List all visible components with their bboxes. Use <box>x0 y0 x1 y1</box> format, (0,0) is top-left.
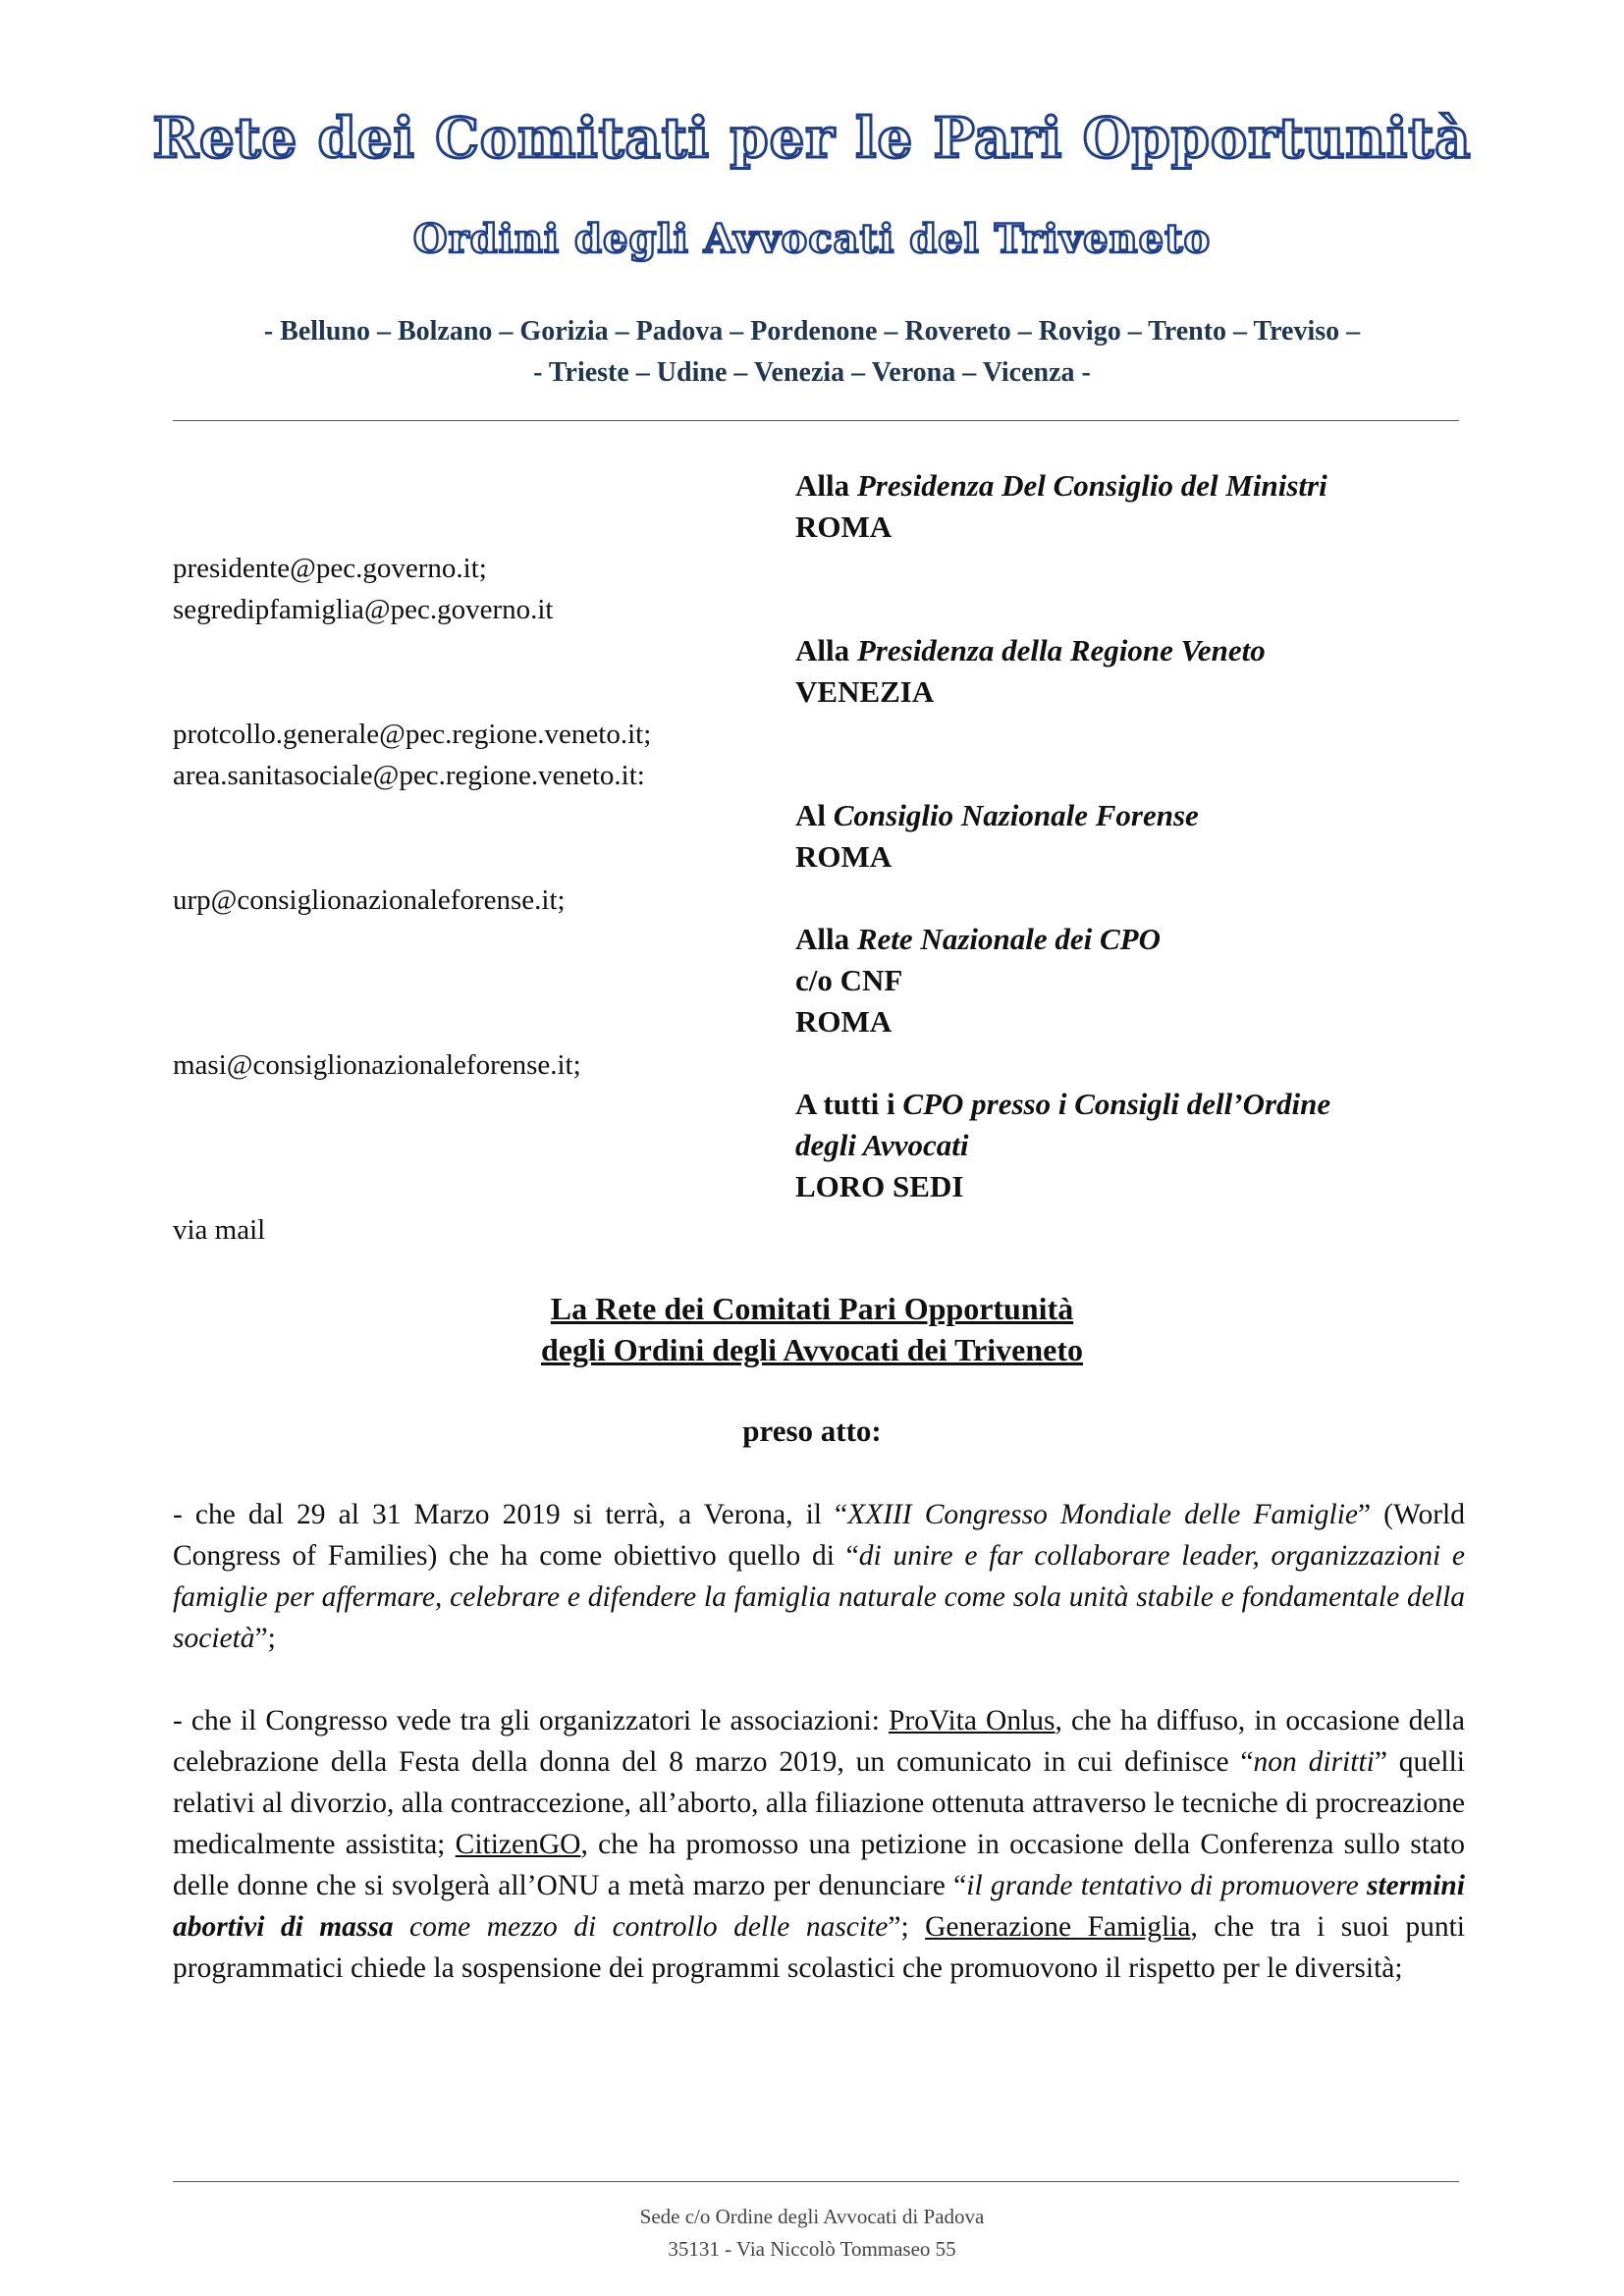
paragraph-organizzatori: - che il Congresso vede tra gli organizzatori le associazioni: ProVita Onlus, che ha diffuso, in occasione della celebrazione della Festa della donna del 8 marzo 2019, un comunicato in cui definisce “non diritti” quelli relativi al divorzio, alla contraccezione, all’aborto, alla filiazione ottenuta attraverso le tecniche di procreazione medicalmente assistita; CitizenGO, che ha promosso una petizione in occasione della Conferenza sullo stato delle donne che si svolgerà all’ONU a metà marzo per denunciare “il grande tentativo di promuovere stermini abortivi di massa come mezzo di controllo delle nascite”; Generazione Famiglia, che tra i suoi punti programmatici chiede la sospensione dei programmi scolastici che promuovono il rispetto per le diversità; <box>173 1705 1466 1984</box>
link-citizengo: CitizenGO <box>455 1829 581 1860</box>
header-divider <box>173 420 1459 421</box>
footer-sede: Sede c/o Ordine degli Avvocati di Padova <box>639 2205 985 2228</box>
recipient-regione-veneto: Alla Presidenza della Regione Veneto VENEZIA <box>795 633 1266 709</box>
link-provita: ProVita Onlus <box>888 1705 1056 1736</box>
preso-atto: preso atto: <box>742 1414 882 1448</box>
paragraph-congresso: - che dal 29 al 31 Marzo 2019 si terrà, a Verona, il “XXIII Congresso Mondiale delle Famiglie” (World Congress of Families) che ha come obiettivo quello di “di unire e far collaborare leader, organizzazioni e famiglie per affermare, celebrare e difendere la famiglia naturale come sola unità stabile e fondamentale della società”; <box>173 1499 1465 1654</box>
recipient-cnf: Al Consiglio Nazionale Forense ROMA <box>795 798 1199 874</box>
cities-line-2: - Trieste – Udine – Venezia – Verona – Vicenza - <box>533 357 1091 388</box>
letterhead-title: Rete dei Comitati per le Pari Opportunità <box>152 106 1472 171</box>
email-sanitasociale: area.sanitasociale@pec.regione.veneto.it: <box>173 760 645 791</box>
footer-divider <box>173 2181 1459 2182</box>
via-mail: via mail <box>173 1214 266 1246</box>
email-presidente: presidente@pec.governo.it; <box>173 553 487 584</box>
letterhead-subtitle: Ordini degli Avvocati del Triveneto <box>412 216 1212 262</box>
recipient-rete-cpo: Alla Rete Nazionale dei CPO c/o CNF ROMA <box>795 922 1161 1039</box>
recipient-presidenza-consiglio: Alla Presidenza Del Consiglio del Ministri ROMA <box>795 468 1327 544</box>
cities-line-1: - Belluno – Bolzano – Gorizia – Padova – Pordenone – Rovereto – Rovigo – Trento – Treviso – <box>263 316 1361 347</box>
email-masi: masi@consiglionazionaleforense.it; <box>173 1049 581 1081</box>
email-protocollo: protcollo.generale@pec.regione.veneto.it; <box>173 719 652 750</box>
recipient-tutti-cpo: A tutti i CPO presso i Consigli dell’Ordine degli Avvocati LORO SEDI <box>795 1087 1331 1203</box>
email-segredipfamiglia: segredipfamiglia@pec.governo.it <box>173 594 554 625</box>
footer-address: 35131 - Via Niccolò Tommaseo 55 <box>668 2237 956 2261</box>
document-heading: La Rete dei Comitati Pari Opportunità degli Ordini degli Avvocati dei Triveneto <box>541 1291 1083 1367</box>
email-urp: urp@consiglionazionaleforense.it; <box>173 884 566 916</box>
link-generazione-famiglia: Generazione Famiglia <box>925 1911 1191 1943</box>
